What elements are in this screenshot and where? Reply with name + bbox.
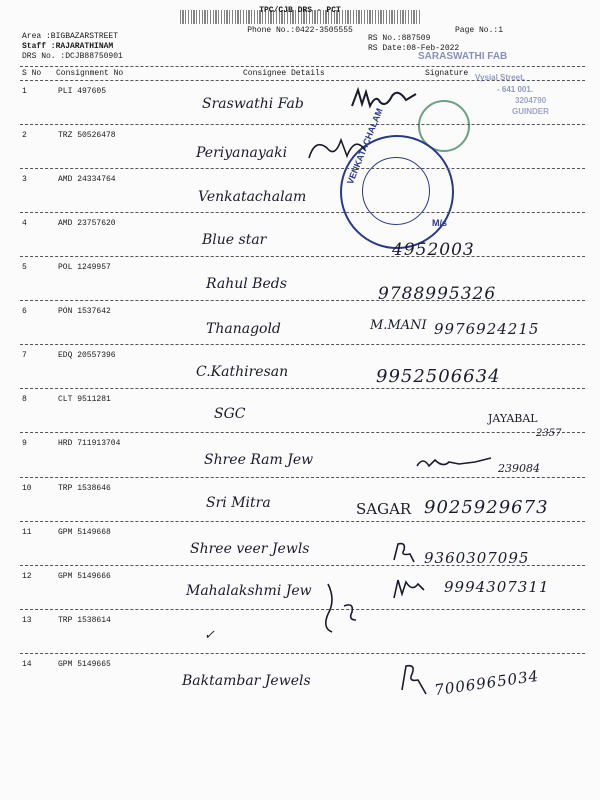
row-separator — [20, 344, 585, 345]
receiver-note: 239084 — [498, 462, 540, 475]
receiver-name: M.MANI — [370, 318, 427, 333]
consignee-name: Sri Mitra — [206, 495, 271, 511]
consignee-name: Rahul Beds — [206, 276, 287, 292]
row-separator — [20, 609, 585, 610]
consignee-phone: 9976924215 — [434, 320, 540, 338]
consignee-phone: 9360307095 — [424, 549, 530, 567]
row-separator — [20, 653, 585, 654]
row-separator — [20, 477, 585, 478]
area-label: Area :BIGBAZARSTREET — [22, 32, 119, 41]
stamp-line-4: 3204790 — [515, 96, 547, 105]
rs-number: RS No.:887509 — [368, 34, 431, 43]
row-separator — [20, 256, 585, 257]
stamp-line-5: GUINDER — [512, 107, 549, 116]
consignment-number: GPM 5149665 — [58, 660, 111, 669]
receiver-note: 2357 — [536, 428, 562, 439]
signature-scribble — [415, 452, 495, 474]
consignee-name: Baktambar Jewels — [182, 673, 311, 689]
consignment-number: GPM 5149668 — [58, 528, 111, 537]
row-number: 13 — [22, 616, 32, 625]
receiver-name: JAYABAL — [488, 412, 538, 425]
row-separator — [20, 388, 585, 389]
consignment-number: TRP 1538646 — [58, 484, 111, 493]
signature-scribble — [390, 540, 420, 566]
row-number: 11 — [22, 528, 32, 537]
document-title: TPC/CJB DRS - PCT — [259, 6, 341, 15]
col-consignee: Consignee Details — [243, 69, 325, 78]
row-number: 12 — [22, 572, 32, 581]
consignment-number: CLT 9511281 — [58, 395, 111, 404]
consignee-name: Mahalakshmi Jew — [186, 583, 312, 599]
consignee-phone: 9994307311 — [444, 578, 550, 596]
row-separator — [20, 300, 585, 301]
consignment-number: PLI 497605 — [58, 87, 107, 96]
consignee-phone: 4952003 — [392, 240, 475, 260]
receiver-name: SAGAR — [356, 500, 412, 518]
row-separator — [20, 432, 585, 433]
consignee-name: Shree veer Jewls — [190, 541, 310, 557]
row-number: 9 — [22, 439, 27, 448]
consignee-name: Venkatachalam — [198, 189, 307, 205]
drs-number: DRS No. :DCJB88750901 — [22, 52, 123, 61]
stamp-line-2: Vysial Street, — [475, 73, 525, 82]
page-number: Page No.:1 — [455, 26, 504, 35]
consignee-name: Sraswathi Fab — [202, 96, 304, 112]
consignee-name: Shree Ram Jew — [204, 452, 314, 468]
consignment-number: AMD 24334764 — [58, 175, 116, 184]
consignment-number: AMD 23757620 — [58, 219, 116, 228]
row-number: 1 — [22, 87, 27, 96]
phone-number: Phone No.:0422-3505555 — [247, 26, 353, 35]
row-separator — [20, 521, 585, 522]
col-consignment: Consignment No — [56, 69, 124, 78]
consignment-number: GPM 5149666 — [58, 572, 111, 581]
row-number: 2 — [22, 131, 27, 140]
consignee-name: Periyanayaki — [196, 145, 288, 161]
row-number: 10 — [22, 484, 32, 493]
row-number: 3 — [22, 175, 27, 184]
row-number: 7 — [22, 351, 27, 360]
rs-date: RS Date:08-Feb-2022 — [368, 44, 460, 53]
round-stamp-sub: M/s — [432, 218, 448, 228]
stamp-line-1: SARASWATHI FAB — [418, 51, 508, 62]
header-divider — [20, 66, 585, 67]
consignment-number: TRZ 50526478 — [58, 131, 116, 140]
stamp-line-3: - 641 001. — [497, 85, 534, 94]
consignee-phone: 9788995326 — [378, 284, 497, 304]
consignee-name: SGC — [214, 406, 246, 422]
consignment-number: POL 1249957 — [58, 263, 111, 272]
consignee-name: Blue star — [202, 232, 267, 248]
row-number: 5 — [22, 263, 27, 272]
consignee-phone: 9025929673 — [424, 497, 549, 518]
row-separator — [20, 124, 585, 125]
signature-scribble — [318, 580, 368, 640]
row-number: 8 — [22, 395, 27, 404]
consignment-number: EDQ 20557396 — [58, 351, 116, 360]
signature-scribble — [388, 574, 428, 604]
consignee-name: C.Kathiresan — [196, 364, 289, 380]
col-sno: S No — [22, 69, 42, 78]
consignment-number: TRP 1538614 — [58, 616, 111, 625]
row-separator — [20, 212, 585, 213]
consignee-name: Thanagold — [206, 321, 281, 337]
consignment-number: HRD 711913704 — [58, 439, 121, 448]
staff-label: Staff :RAJARATHINAM — [22, 42, 114, 51]
consignee-phone: 7006965034 — [433, 666, 541, 700]
consignment-number: PON 1537642 — [58, 307, 111, 316]
col-signature: Signature — [425, 69, 469, 78]
signature-scribble — [396, 660, 436, 700]
round-stamp-text: VENKATACHALAM — [345, 106, 385, 186]
row-number: 6 — [22, 307, 27, 316]
row-number: 4 — [22, 219, 27, 228]
row-number: 14 — [22, 660, 32, 669]
row-separator — [20, 168, 585, 169]
signature-scribble — [350, 84, 420, 114]
signature-scribble — [305, 128, 375, 173]
consignee-name: ✓ — [204, 628, 215, 643]
consignee-phone: 9952506634 — [376, 366, 501, 387]
